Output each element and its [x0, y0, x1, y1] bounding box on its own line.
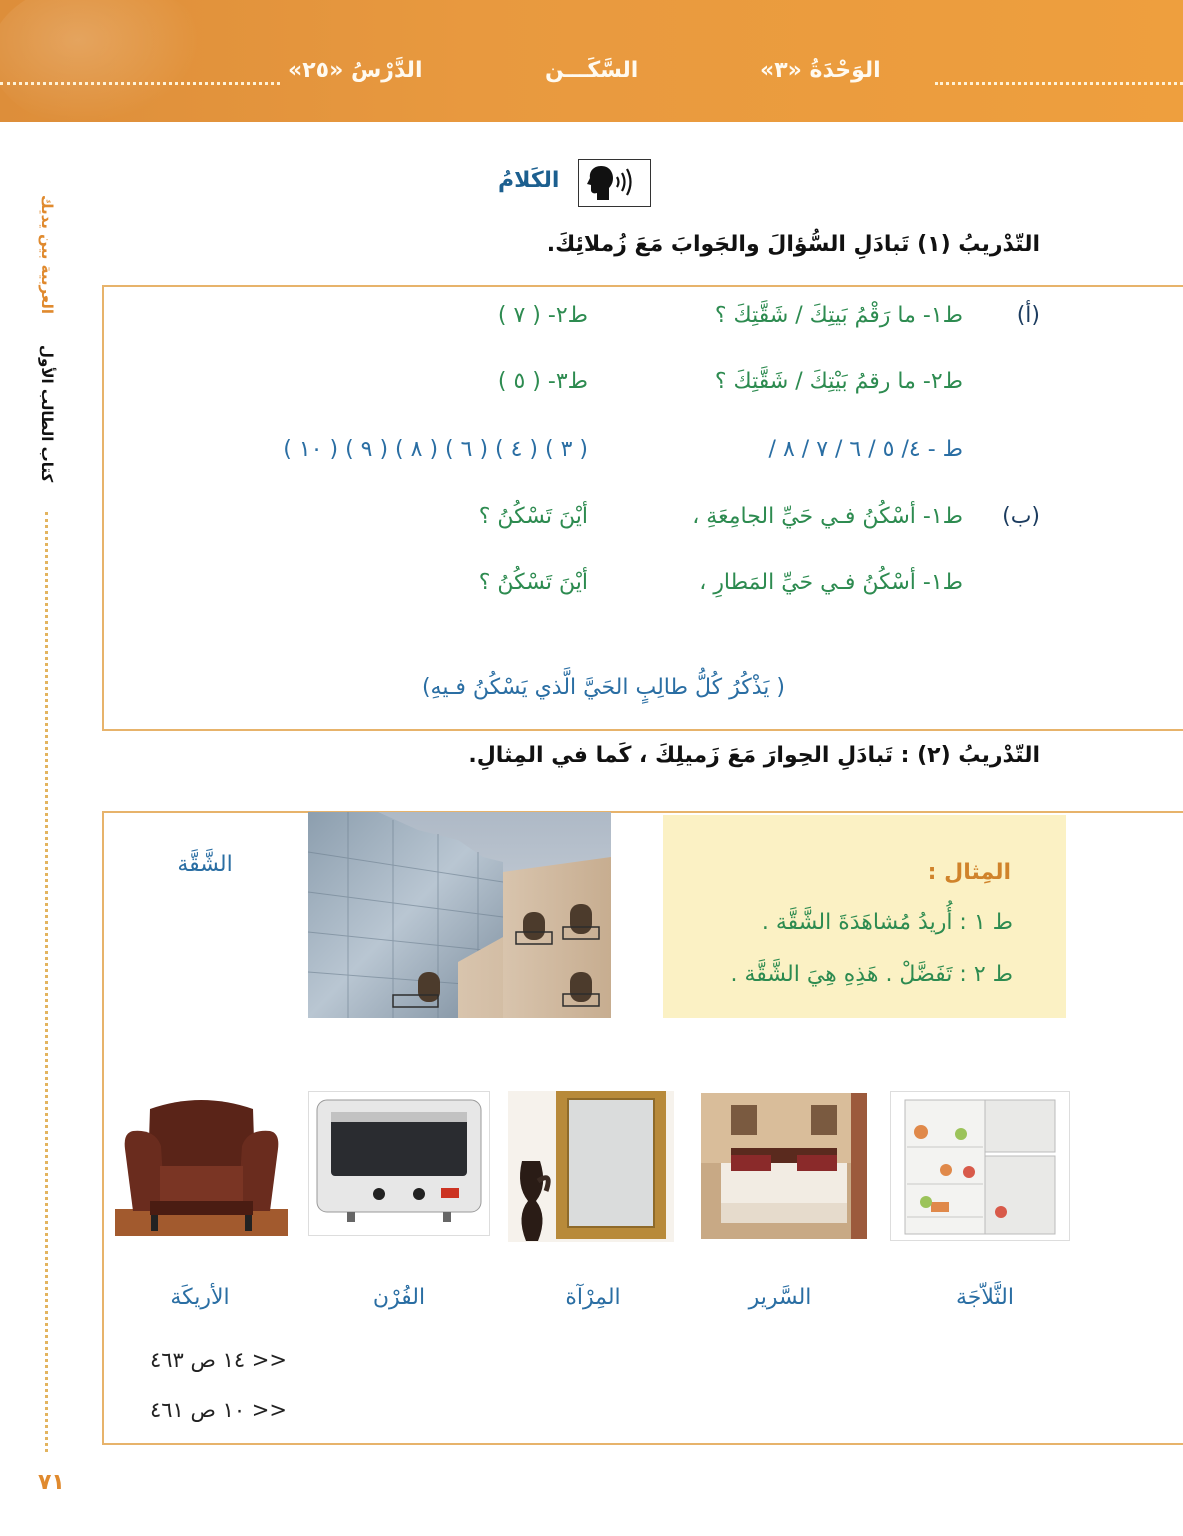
exercise1-note: ( يَذْكُرُ كُلُّ طالِبٍ الحَيَّ الَّذي يَسْكُنُ فـيهِ): [421, 675, 785, 700]
armchair-image: [115, 1091, 288, 1236]
exercise2-heading: التّدْريبُ (٢) : تَبادَلِ الحِوارَ مَعَ زَميلِكَ ، كَما في المِثالِ.: [468, 743, 1040, 768]
example-title: المِثال :: [927, 860, 1011, 885]
exercise1-row5-statement: ط١- أسْكُنُ فـي حَيِّ المَطارِ ،: [699, 570, 963, 595]
side-dotted-line: [45, 512, 48, 1452]
speaking-icon: [579, 160, 649, 205]
fridge-image: [890, 1091, 1070, 1241]
lesson-label: الدَّرْسُ «٢٥»: [288, 58, 423, 83]
exercise1-row3-numbers: ط - ٤/ ٥ / ٦ / ٧ / ٨ /: [768, 437, 963, 462]
apartment-label: الشَّقَّة: [177, 852, 233, 877]
book-part-vertical: كتاب الطالب الأول: [38, 345, 56, 483]
oven-image: [308, 1091, 490, 1236]
armchair-label: الأريكَة: [170, 1285, 230, 1310]
oven-label: الفُرْن: [372, 1285, 426, 1310]
mirror-label: المِرْآة: [565, 1285, 621, 1310]
exercise1-heading: التّدْريبُ (١) تَبادَلِ السُّؤالَ والجَوابَ مَعَ زُملائِكَ.: [546, 232, 1040, 257]
fridge-label: الثَّلاّجَة: [956, 1285, 1014, 1310]
example-box: [663, 815, 1066, 1018]
bed-label: السَّرير: [748, 1285, 812, 1310]
apartment-building-image: [308, 812, 611, 1018]
exercise1-row4-statement: ط١- أسْكُنُ فـي حَيِّ الجامِعَةِ ،: [692, 504, 963, 529]
mirror-image: [508, 1091, 674, 1242]
header-band: [0, 0, 1183, 122]
header-dotted-line-left: [0, 82, 280, 85]
header-ornament: [0, 0, 210, 122]
exercise1-row4-question: أيْنَ تَسْكُنُ ؟: [478, 504, 588, 529]
bed-image: [701, 1093, 867, 1239]
exercise1-row2-question: ط٢- ما رقمُ بَيْتِكَ / شَقَّتِكَ ؟: [714, 369, 963, 394]
theme-label: السَّكَـــن: [545, 58, 639, 83]
part-b-label: (ب): [1002, 504, 1040, 529]
example-line1: ط ١ : أُريدُ مُشاهَدَةَ الشَّقَّة .: [761, 910, 1013, 935]
part-a-label: (أ): [1016, 303, 1040, 328]
exercise1-row1-answer: ط٢- ( ٧ ): [497, 303, 588, 328]
page-number: ٧١: [38, 1470, 65, 1495]
book-title-vertical: العربية بين يديك: [38, 195, 56, 315]
exercise1-row5-question: أيْنَ تَسْكُنُ ؟: [478, 570, 588, 595]
exercise1-row2-answer: ط٣- ( ٥ ): [497, 369, 588, 394]
header-dotted-line-right: [935, 82, 1183, 85]
unit-label: الوَحْدَةُ «٣»: [760, 58, 881, 83]
reference-2: << ١٠ ص ٤٦١: [149, 1398, 287, 1422]
speaking-icon-box: [578, 159, 651, 207]
reference-1: << ١٤ ص ٤٦٣: [149, 1348, 287, 1372]
exercise1-row3-boxes: ( ٣ ) ( ٤ ) ( ٦ ) ( ٨ ) ( ٩ ) ( ١٠ ): [283, 437, 588, 462]
exercise1-row1-question: ط١- ما رَقْمُ بَيتِكَ / شَقَّتِكَ ؟: [714, 303, 963, 328]
example-line2: ط ٢ : تَفَضَّلْ . هَذِهِ هِيَ الشَّقَّة .: [730, 962, 1013, 987]
section-title: الكَلامُ: [498, 168, 560, 193]
